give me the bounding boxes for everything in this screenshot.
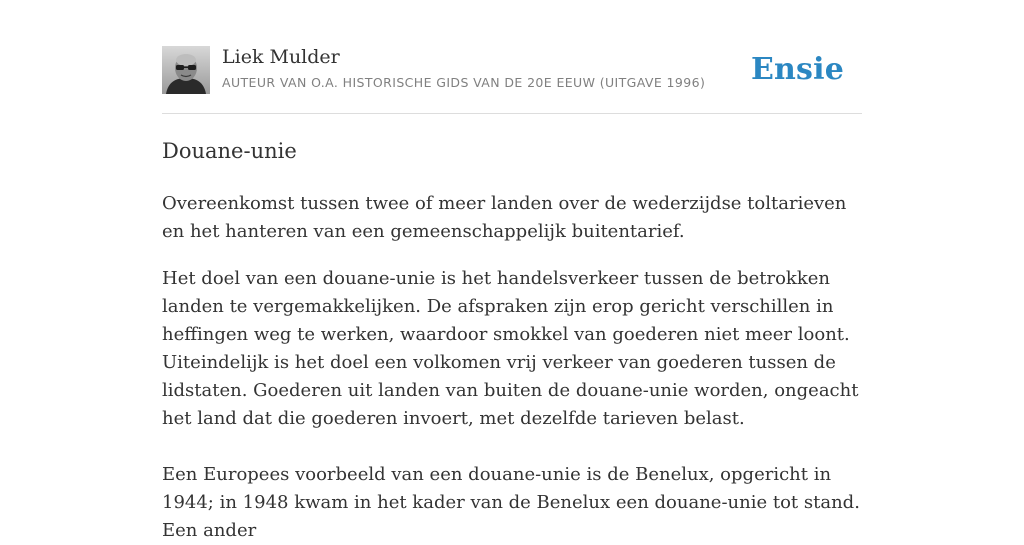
author-avatar[interactable] — [162, 46, 210, 94]
article-paragraph-2: Het doel van een douane-unie is het handelsverkeer tussen de betrokken landen te vergemakkelijken. De afspraken zijn erop gericht verschillen in heffingen weg te werken, waardoor smokkel van goederen niet meer loont. Uiteindelijk is het doel een volkomen vrij verkeer van goederen tussen de lidstaten. Goederen uit landen van buiten de douane-unie worden, ongeacht het land dat die goederen invoert, met dezelfde tarieven belast. — [162, 268, 859, 429]
article-paragraph-1: Overeenkomst tussen twee of meer landen over de wederzijdse toltarieven en het hanteren van een gemeenschappelijk buitentarief. — [162, 193, 847, 242]
author-header — [162, 0, 862, 114]
article-card — [162, 0, 862, 541]
ensie-logo[interactable]: Ensie — [750, 52, 844, 87]
author-name[interactable]: Liek Mulder — [222, 46, 340, 68]
article-title: Douane-unie — [162, 139, 297, 163]
article-paragraph-3: Een Europees voorbeeld van een douane-unie is de Benelux, opgericht in 1944; in 1948 kwam in het kader van de Benelux een douane-unie tot stand. Een ander — [162, 464, 860, 541]
author-portrait-icon — [162, 46, 210, 94]
author-bio: AUTEUR VAN O.A. HISTORISCHE GIDS VAN DE 20E EEUW (UITGAVE 1996) — [222, 75, 706, 90]
